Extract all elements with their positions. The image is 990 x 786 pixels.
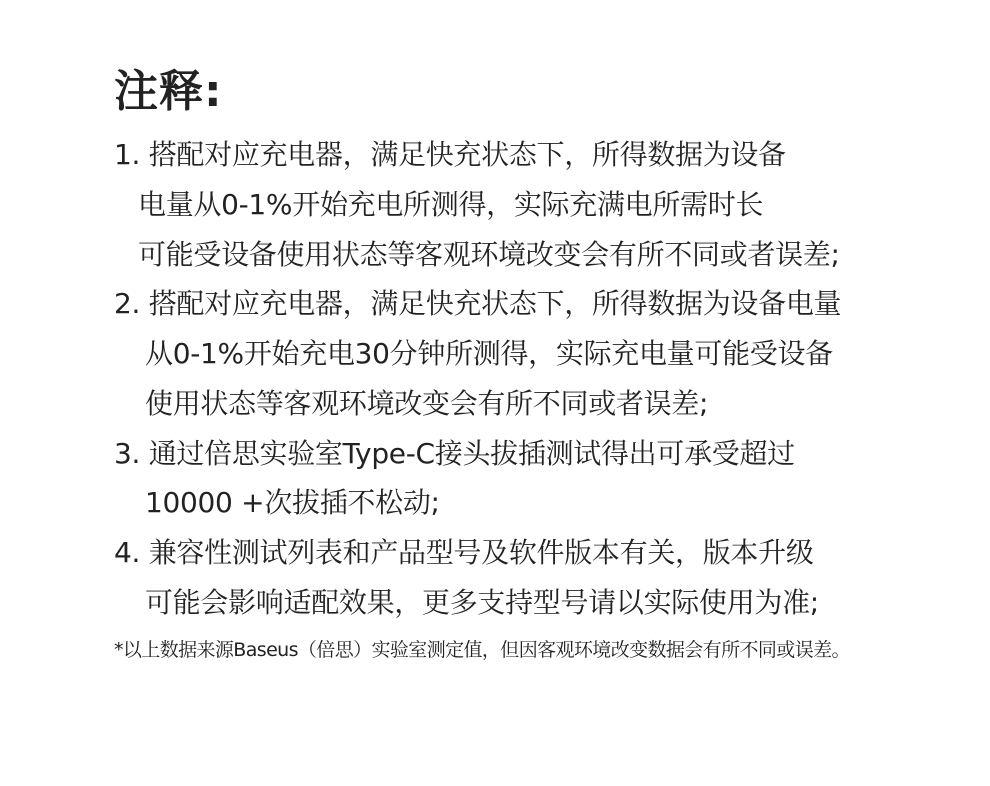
notes-title: 注释: [114,66,223,117]
note-3-line-2: 10000 +次拔插不松动; [145,486,440,519]
note-2-line-2: 从0-1%开始充电30分钟所测得，实际充电量可能受设备 [145,337,833,370]
footnote: *以上数据来源Baseus（倍思）实验室测定值，但因客观环境改变数据会有所不同或误差。 [114,639,850,661]
note-2-line-1: 2. 搭配对应充电器，满足快充状态下，所得数据为设备电量 [114,287,842,320]
note-1-line-3: 可能受设备使用状态等客观环境改变会有所不同或者误差; [138,238,840,271]
note-1-line-1: 1. 搭配对应充电器，满足快充状态下，所得数据为设备 [114,138,786,171]
note-4-line-1: 4. 兼容性测试列表和产品型号及软件版本有关，版本升级 [114,536,814,569]
note-4-line-2: 可能会影响适配效果，更多支持型号请以实际使用为准; [145,586,819,619]
note-2-line-3: 使用状态等客观环境改变会有所不同或者误差; [145,387,709,420]
note-1-line-2: 电量从0-1%开始充电所测得，实际充满电所需时长 [138,188,764,221]
note-3-line-1: 3. 通过倍思实验室Type-C接头拔插测试得出可承受超过 [114,437,795,470]
